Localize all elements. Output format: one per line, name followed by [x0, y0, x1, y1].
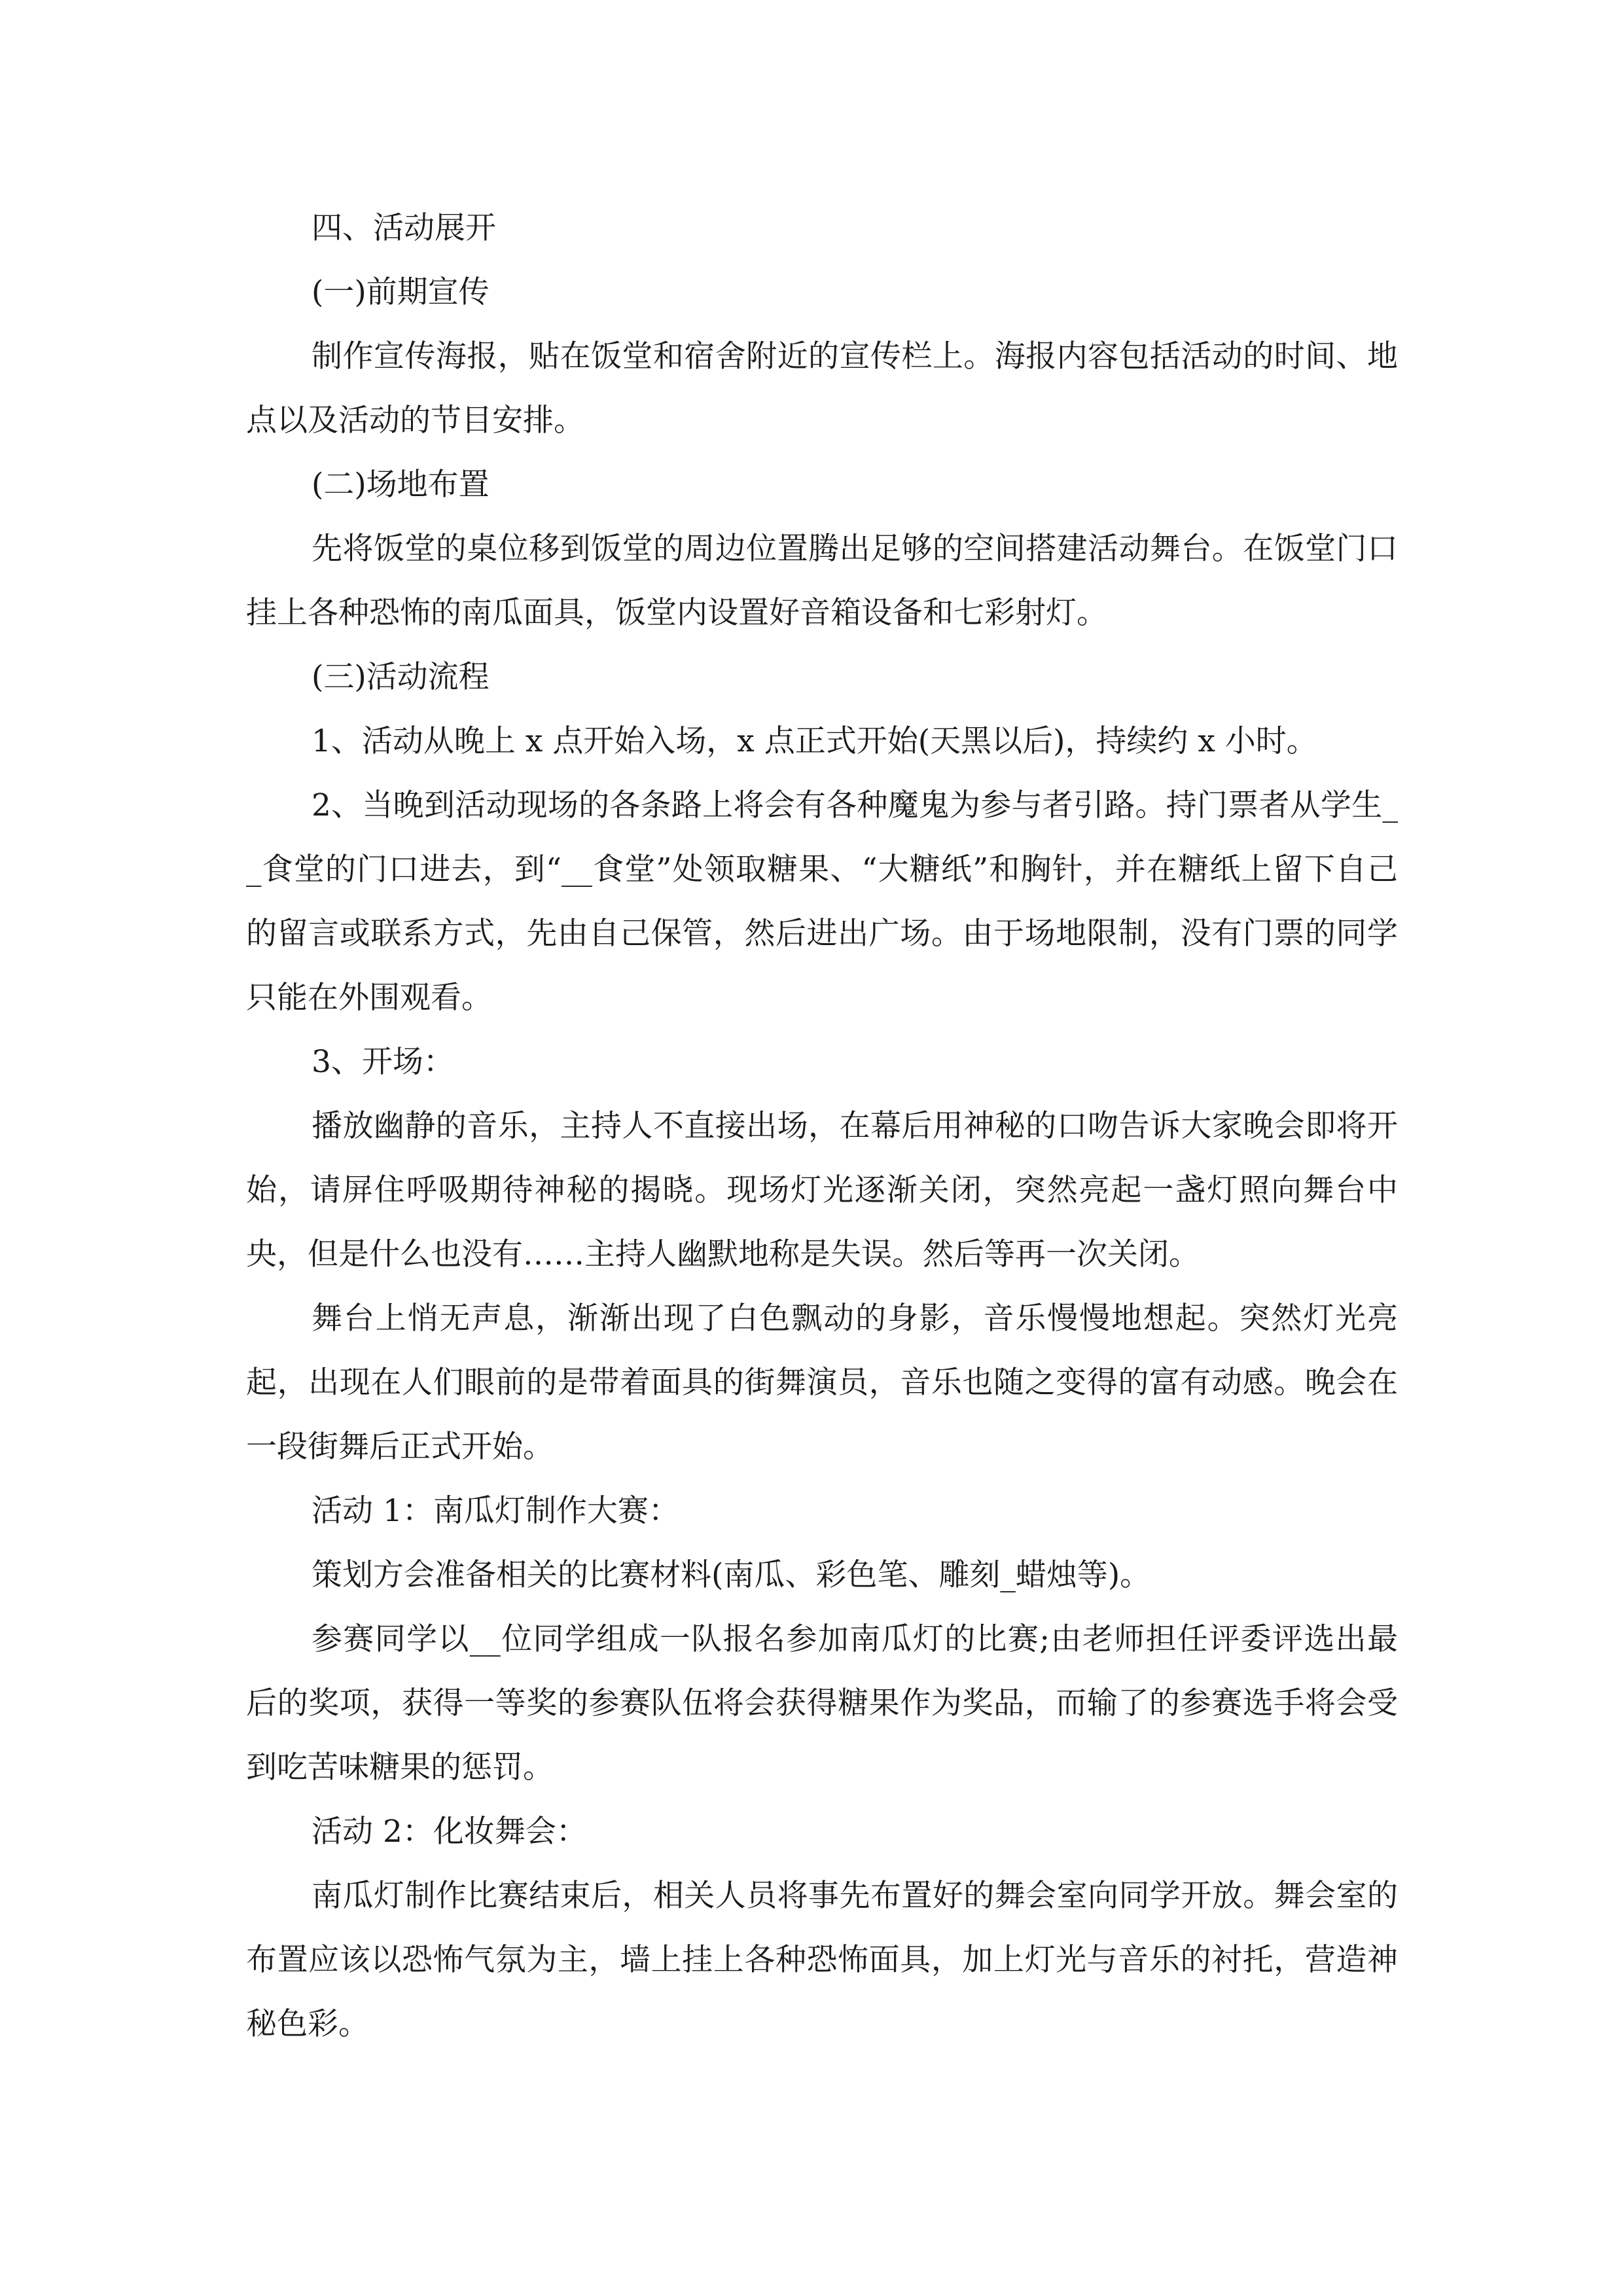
paragraph-competition: 参赛同学以__位同学组成一队报名参加南瓜灯的比赛;由老师担任评委评选出最后的奖项，获得一等奖的参赛队伍将会获得糖果作为奖品，而输了的参赛选手将会受到吃苦味糖果的惩罚。: [246, 1621, 1398, 1785]
paragraph-process-3: 3、开场：: [312, 1044, 454, 1080]
paragraph-process-2: 2、当晚到活动现场的各条路上将会有各种魔鬼为参与者引路。持门票者从学生__食堂的门口进去，到“__食堂”处领取糖果、“大糖纸”和胸针，并在糖纸上留下自己的留言或联系方式，先由自己保管，然后进出广场。由于场地限制，没有门票的同学只能在外围观看。: [246, 787, 1398, 1016]
document-body: [246, 196, 1398, 2056]
section-heading-activity: 四、活动展开: [312, 210, 496, 246]
paragraph-materials: 策划方会准备相关的比赛材料(南瓜、彩色笔、雕刻_蜡烛等)。: [312, 1557, 1151, 1593]
heading-activity-1: 活动 1：南瓜灯制作大赛：: [312, 1493, 679, 1529]
paragraph-promotion: 制作宣传海报，贴在饭堂和宿舍附近的宣传栏上。海报内容包括活动的时间、地点以及活动的节目安排。: [246, 338, 1398, 439]
subheading-process: (三)活动流程: [312, 659, 490, 695]
paragraph-venue: 先将饭堂的桌位移到饭堂的周边位置腾出足够的空间搭建活动舞台。在饭堂门口挂上各种恐怖的南瓜面具，饭堂内设置好音箱设备和七彩射灯。: [246, 531, 1398, 631]
paragraph-stage: 舞台上悄无声息，渐渐出现了白色飘动的身影，音乐慢慢地想起。突然灯光亮起，出现在人们眼前的是带着面具的街舞演员，音乐也随之变得的富有动感。晚会在一段街舞后正式开始。: [246, 1300, 1398, 1465]
paragraph-process-1: 1、活动从晚上 x 点开始入场，x 点正式开始(天黑以后)，持续约 x 小时。: [312, 723, 1317, 759]
heading-activity-2: 活动 2：化妆舞会：: [312, 1814, 587, 1850]
subheading-promotion: (一)前期宣传: [312, 274, 490, 310]
paragraph-masquerade: 南瓜灯制作比赛结束后，相关人员将事先布置好的舞会室向同学开放。舞会室的布置应该以恐怖气氛为主，墙上挂上各种恐怖面具，加上灯光与音乐的衬托，营造神秘色彩。: [246, 1878, 1398, 2042]
paragraph-opening: 播放幽静的音乐，主持人不直接出场，在幕后用神秘的口吻告诉大家晚会即将开始，请屏住呼吸期待神秘的揭晓。现场灯光逐渐关闭，突然亮起一盏灯照向舞台中央，但是什么也没有……主持人幽默地称是失误。然后等再一次关闭。: [246, 1108, 1398, 1272]
subheading-venue: (二)场地布置: [312, 467, 490, 503]
